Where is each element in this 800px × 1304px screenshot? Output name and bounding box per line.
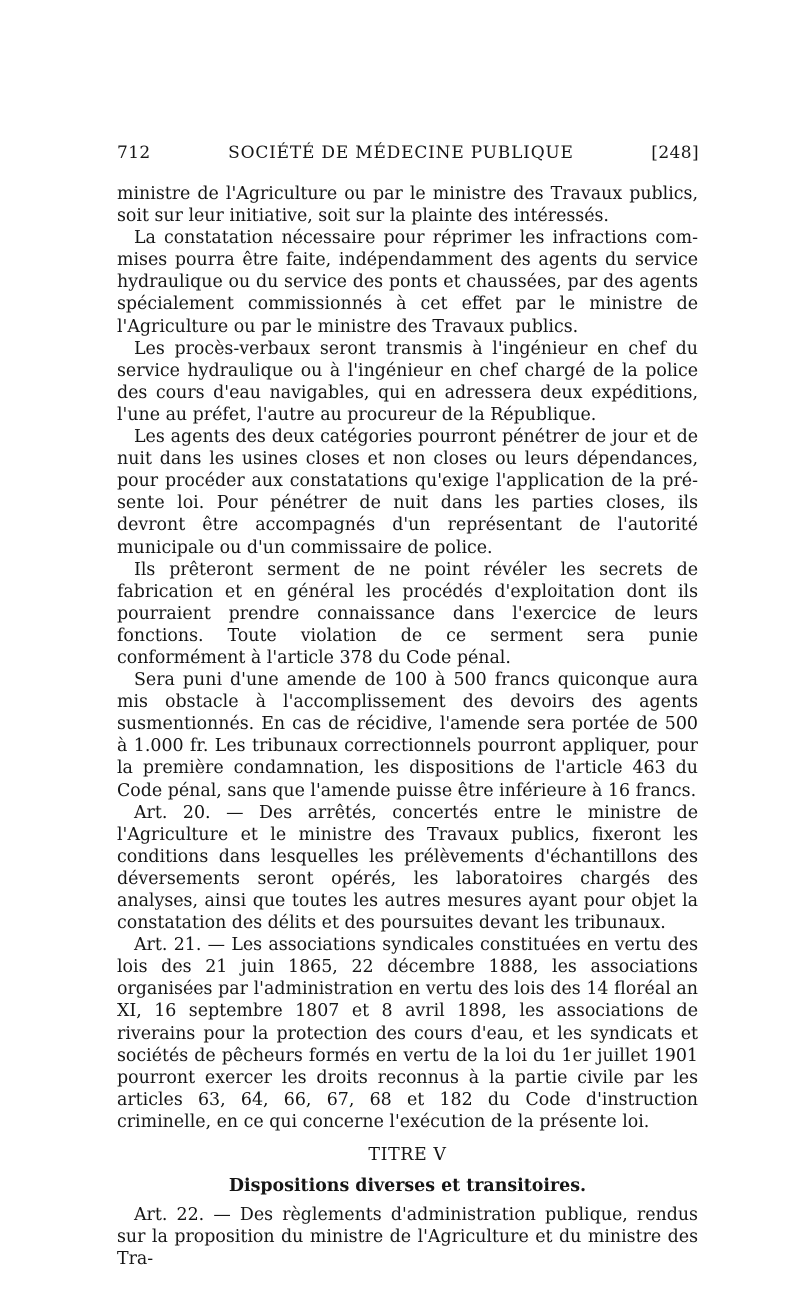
paragraph: Les agents des deux catégories pourront pénétrer de jour et de nuit dans les usines closes et non closes ou leurs dépendances, pour procéder aux constatations qu'exige l'application de la présente loi. Pour pénétrer de nuit dans les parties closes, ils devront être accompagnés d'un représentant de l'autorité municipale ou d'un commissaire de police. [117,427,698,558]
page-number: 712 [117,143,151,163]
paragraph: Sera puni d'une amende de 100 à 500 francs quiconque aura mis obstacle à l'accomplissement des devoirs des agents susmentionnés. En cas de récidive, l'amende sera portée de 500 à 1.000 fr. Les tribunaux correctionnels pourront appliquer, pour la première condamnation, les dispositions de l'article 463 du Code pénal, sans que l'amende puisse être inférieure à 16 francs. [117,670,698,801]
bracket-number: [248] [651,143,699,163]
running-title: SOCIÉTÉ DE MÉDECINE PUBLIQUE [228,143,574,163]
page-body [117,183,698,1271]
article-20: Art. 20. — Des arrêtés, concertés entre le ministre de l'Agriculture et le ministre des Travaux publics, fixeront les conditions dans lesquelles les prélèvements d'échantillons des déversements seront opérés, les laboratoires chargés des analyses, ainsi que toutes les autres mesures ayant pour objet la constatation des délits et des poursuites devant les tribunaux. [117,802,698,934]
running-header [117,143,699,163]
paragraph-continuation: ministre de l'Agriculture ou par le ministre des Travaux publics, soit sur leur initiative, soit sur la plainte des intéressés. [117,184,698,227]
section-subtitle: Dispositions diverses et transitoires. [228,1176,587,1197]
section-title: TITRE V [368,1145,447,1166]
article-21: Art. 21. — Les associations syndicales constituées en vertu des lois des 21 juin 1865, 22 décembre 1888, les associations organisées par l'administration en vertu des lois des 14 floréal an XI, 16 septembre 1807 et 8 avril 1898, les associations de riverains pour la protection des cours d'eau, et les syndicats et sociétés de pêcheurs formés en vertu de la loi du 1er juillet 1901 pourront exercer les droits reconnus à la partie civile par les articles 63, 64, 66, 67, 68 et 182 du Code d'instruction criminelle, en ce qui concerne l'exécution de la présente loi. [117,935,698,1132]
article-22: Art. 22. — Des règlements d'administration publique, rendus sur la proposition du ministre de l'Agriculture et du ministre des Tra- [117,1205,698,1270]
paragraph: La constatation nécessaire pour réprimer les infractions commises pourra être faite, indépendamment des agents du service hydraulique ou du service des ponts et chaussées, par des agents spécialement commissionnés à cet effet par le ministre de l'Agriculture ou par le ministre des Travaux publics. [117,228,698,337]
paragraph: Ils prêteront serment de ne point révéler les secrets de fabrication et en général les procédés d'exploitation dont ils pourraient prendre connaissance dans l'exercice de leurs fonctions. Toute violation de ce serment sera punie conformément à l'article 378 du Code pénal. [117,559,698,668]
paragraph: Les procès-verbaux seront transmis à l'ingénieur en chef du service hydraulique ou à l'ingénieur en chef chargé de la police des cours d'eau navigables, qui en adressera deux expéditions, l'une au préfet, l'autre au procureur de la République. [117,338,698,425]
